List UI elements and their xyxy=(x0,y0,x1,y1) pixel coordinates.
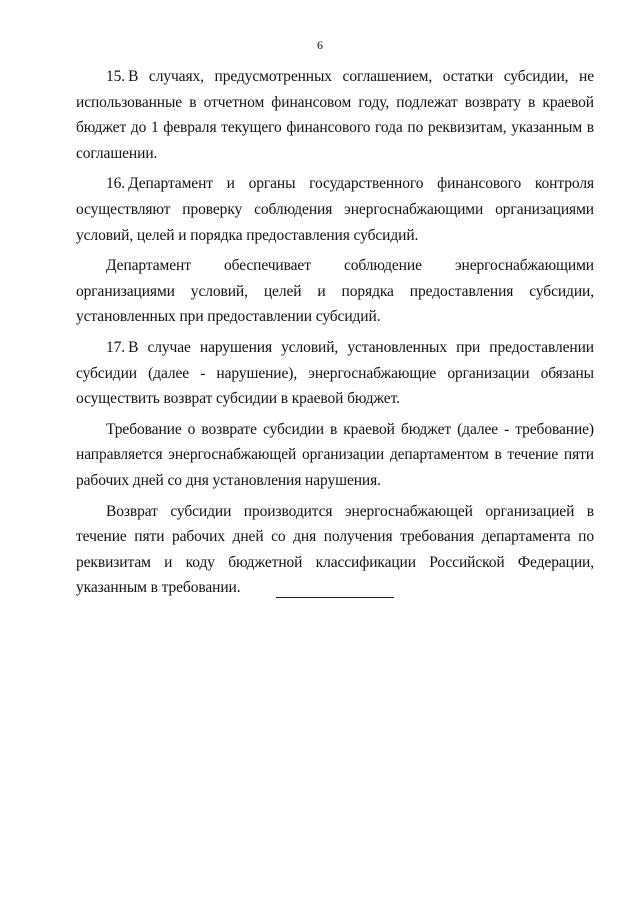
paragraph-text: Департамент и органы государственного финансового контроля осуществляют проверку соблюдения энергоснабжающими организациями условий, целей и порядка предоставления субсидий. xyxy=(76,175,594,244)
paragraph-number: 16. xyxy=(106,175,126,193)
paragraph-number: 15. xyxy=(106,68,126,85)
paragraph-15 xyxy=(76,64,594,166)
paragraph-text: В случаях, предусмотренных соглашением, остатки субсидии, не использованные в отчетном финансовом году, подлежат возврату в краевой бюджет до 1 февраля текущего финансового года по реквизитам, указанным в соглашении. xyxy=(76,68,594,162)
paragraph-text: В случае нарушения условий, установленных при предоставлении субсидии (далее - нарушение), энергоснабжающие организации обязаны осуществить возврат субсидии в краевой бюджет. xyxy=(76,338,594,408)
document-body xyxy=(76,64,594,606)
paragraph-text: Требование о возврате субсидии в краевой бюджет (далее - требование) направляется энергоснабжающей организации департаментом в течение пяти рабочих дней со дня установления нарушения. xyxy=(76,420,594,489)
paragraph-text: Департамент обеспечивает соблюдение энергоснабжающими организациями условий, целей и порядка предоставления субсидии, установленных при предоставлении субсидий. xyxy=(76,257,594,326)
paragraph-17-requirement xyxy=(76,417,594,494)
end-of-document-rule xyxy=(276,597,394,598)
paragraph-16-continued xyxy=(76,253,594,330)
page-number: 6 xyxy=(317,38,323,52)
paragraph-17-refund xyxy=(76,499,594,601)
paragraph-16 xyxy=(76,171,594,248)
paragraph-number: 17. xyxy=(106,338,126,356)
paragraph-17 xyxy=(76,335,594,412)
paragraph-text: Возврат субсидии производится энергоснабжающей организацией в течение пяти рабочих дней со дня получения требования департамента по реквизитам и коду бюджетной классификации Российской Федерации, указанным в требовании. xyxy=(76,502,594,597)
